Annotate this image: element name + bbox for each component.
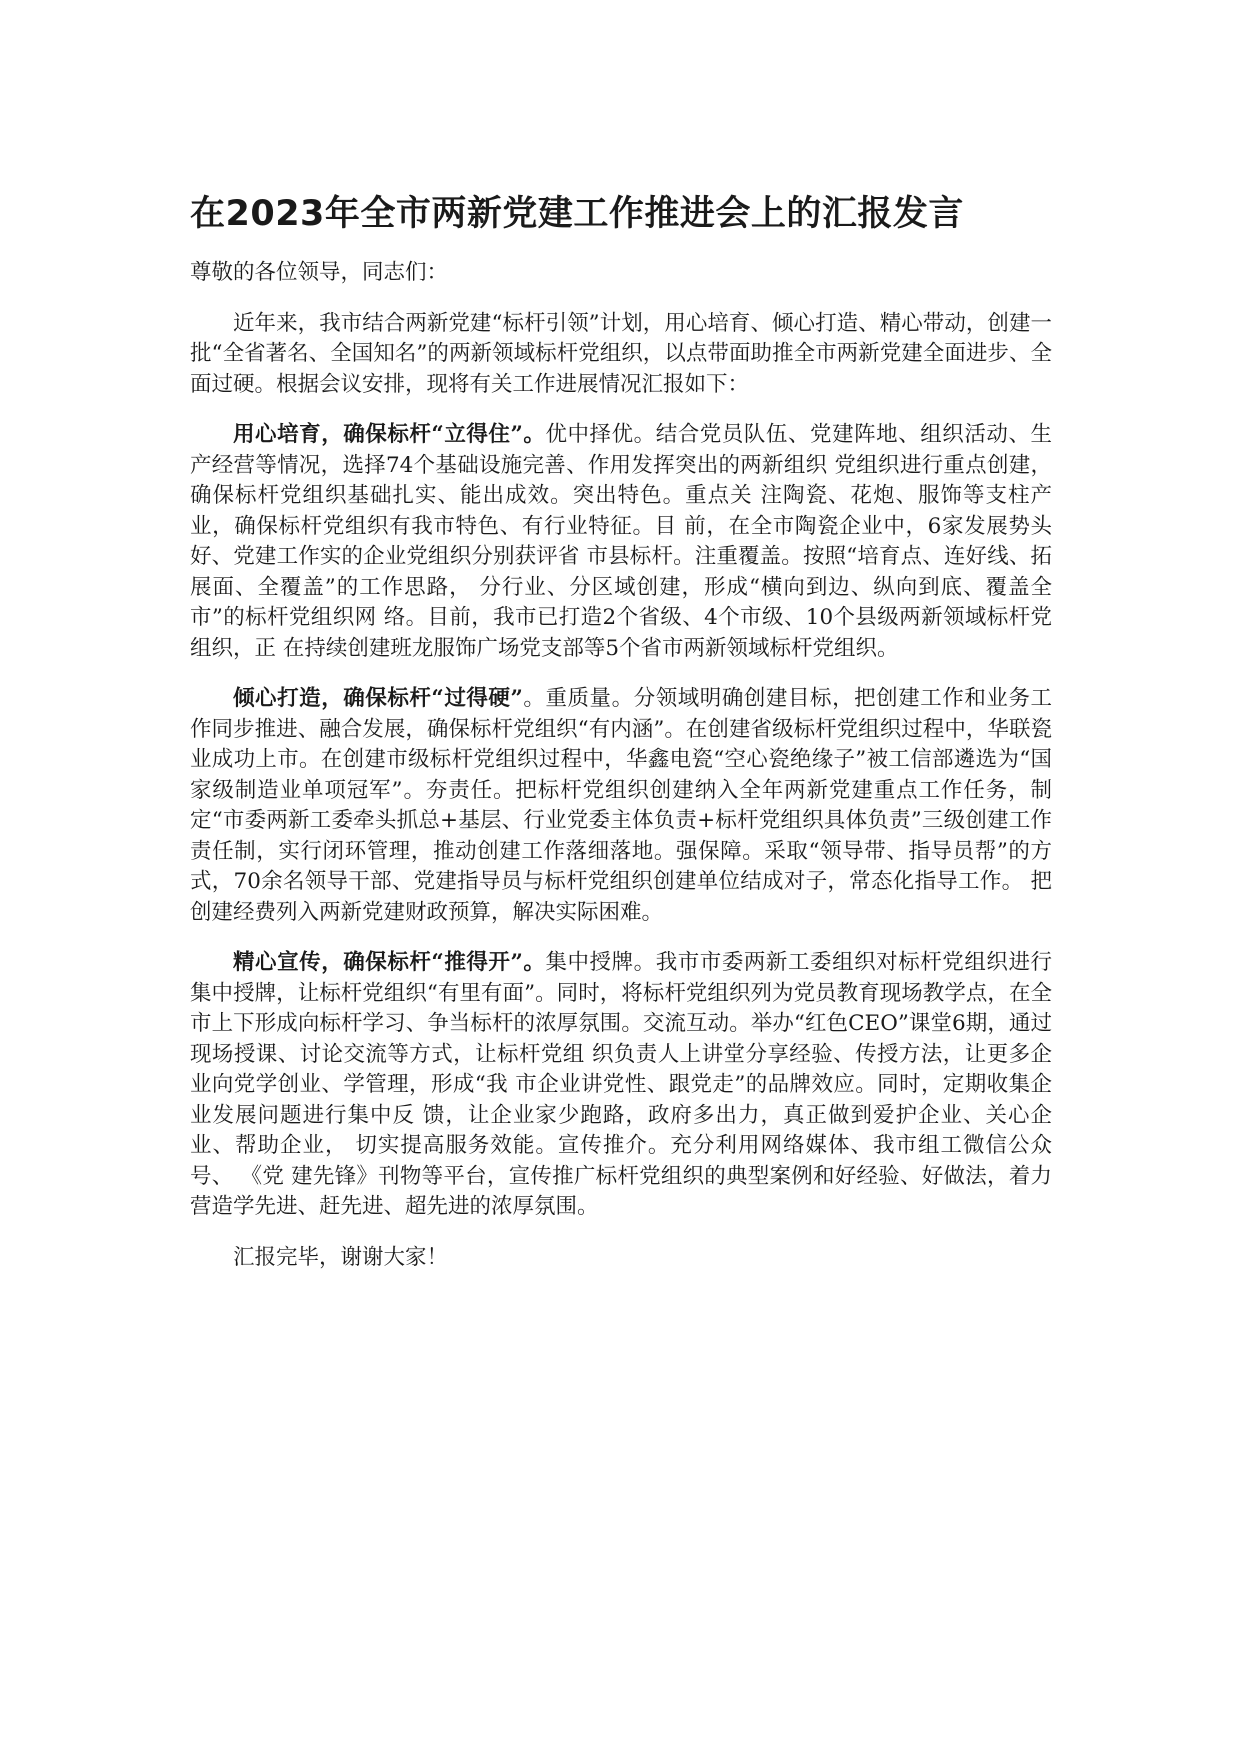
section-heading-1: 用心培育，确保标杆“立得住”。 — [233, 422, 546, 447]
section-body-2: 。重质量。分领域明确创建目标，把创建工作和业务工作同步推进、融合发展，确保标杆党组织“有内涵”。在创建省级标杆党组织过程中，华联瓷业成功上市。在创建市级标杆党组织过程中，华鑫电瓷“空心瓷绝缘子”被工信部遴选为“国家级制造业单项冠军”。夯责任。把标杆党组织创建纳入全年两新党建重点工作任务，制定“市委两新工委牵头抓总+基层、行业党委主体负责+标杆党组织具体负责”三级创建工作责任制，实行闭环管理，推动创建工作落细落地。强保障。采取“领导带、指导员帮”的方式，70余名领导干部、党建指导员与标杆党组织创建单位结成对子，常态化指导工作。 把创建经费列入两新党建财政预算，解决实际困难。 — [190, 686, 1052, 925]
section-paragraph-2 — [190, 684, 1052, 928]
salutation: 尊敬的各位领导，同志们： — [190, 260, 449, 285]
closing-line: 汇报完毕，谢谢大家！ — [233, 1244, 449, 1270]
section-paragraph-1 — [190, 420, 1052, 664]
intro-paragraph: 近年来，我市结合两新党建“标杆引领”计划，用心培育、倾心打造、精心带动，创建一批“全省著名、全国知名”的两新领域标杆党组织，以点带面助推全市两新党建全面进步、全面过硬。根据会议安排，现将有关工作进展情况汇报如下： — [190, 310, 1052, 397]
section-heading-3: 精心宣传，确保标杆“推得开”。 — [233, 950, 546, 975]
document-title: 在2023年全市两新党建工作推进会上的汇报发言 — [190, 194, 964, 234]
document-body — [190, 258, 1052, 1273]
section-heading-2: 倾心打造，确保标杆“过得硬” — [233, 686, 523, 711]
section-body-3: 集中授牌。我市市委两新工委组织对标杆党组织进行集中授牌，让标杆党组织“有里有面”。同时，将标杆党组织列为党员教育现场教学点，在全市上下形成向标杆学习、争当标杆的浓厚氛围。交流互动。举办“红色CEO”课堂6期，通过现场授课、讨论交流等方式，让标杆党组 织负责人上讲堂分享经验、传授方法，让更多企业向党学创业、学管理，形成“我 市企业讲党性、跟党走”的品牌效应。同时，定期收集企业发展问题进行集中反 馈，让企业家少跑路，政府多出力，真正做到爱护企业、关心企业、帮助企业， 切实提高服务效能。宣传推介。充分利用网络媒体、我市组工微信公众号、 《党 建先锋》刊物等平台，宣传推广标杆党组织的典型案例和好经验、好做法，着力 营造学先进、赶先进、超先进的浓厚氛围。 — [190, 950, 1052, 1219]
section-paragraph-3 — [190, 948, 1052, 1223]
section-body-1: 优中择优。结合党员队伍、党建阵地、组织活动、生产经营等情况，选择74个基础设施完善、作用发挥突出的两新组织 党组织进行重点创建，确保标杆党组织基础扎实、能出成效。突出特色。重点关 注陶瓷、花炮、服饰等支柱产业，确保标杆党组织有我市特色、有行业特征。目 前，在全市陶瓷企业中，6家发展势头好、党建工作实的企业党组织分别获评省 市县标杆。注重覆盖。按照“培育点、连好线、拓展面、全覆盖”的工作思路， 分行业、分区域创建，形成“横向到边、纵向到底、覆盖全市”的标杆党组织网 络。目前，我市已打造2个省级、4个市级、10个县级两新领域标杆党组织，正 在持续创建班龙服饰广场党支部等5个省市两新领域标杆党组织。 — [190, 422, 1052, 661]
